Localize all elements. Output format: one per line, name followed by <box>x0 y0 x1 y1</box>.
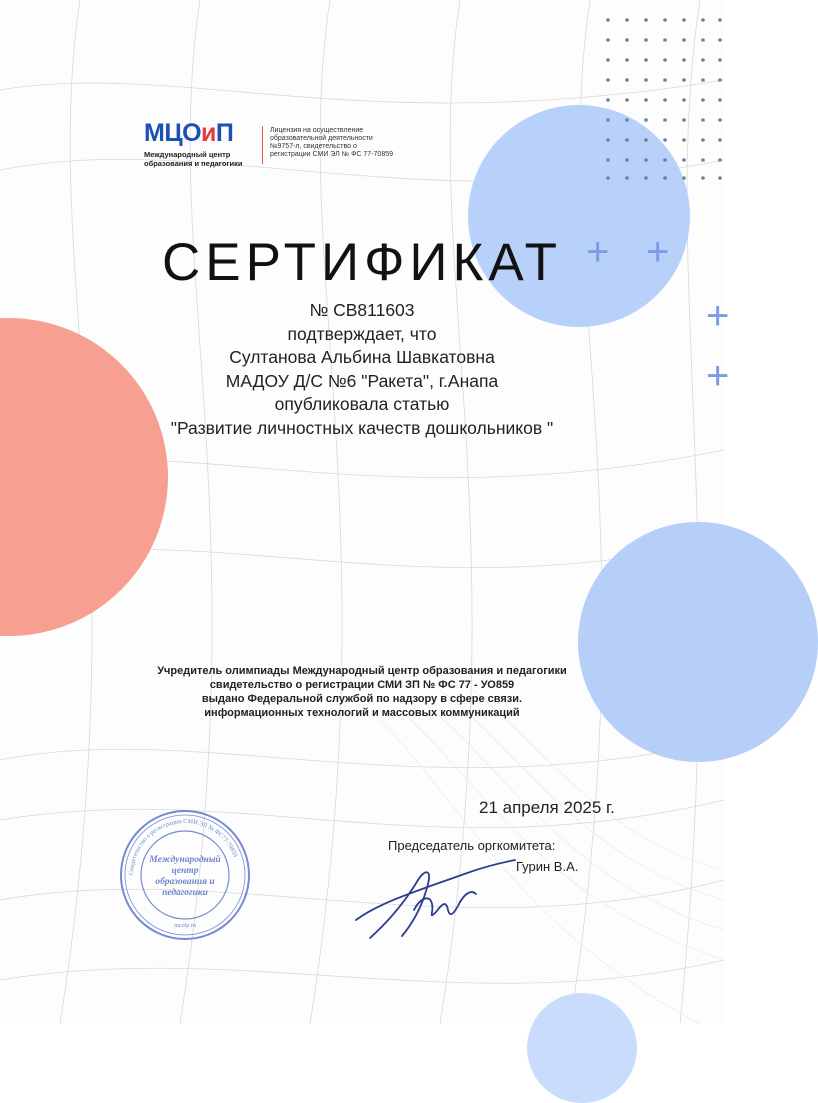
founder-line: свидетельство о регистрации СМИ ЗП № ФС 77 - УО859 <box>209 679 515 691</box>
stamp-center-line: педагогики <box>162 888 208 898</box>
chairman-name: Гурин В.А. <box>516 859 579 874</box>
founder-line: информационных технологий и массовых коммуникаций <box>204 707 520 719</box>
plus-icon: + <box>706 294 730 338</box>
certificate-body <box>0 299 724 440</box>
organization-logo <box>144 121 264 168</box>
chairman-title: Председатель оргкомитета: <box>388 838 556 853</box>
decorative-circle-blue-right <box>578 522 818 762</box>
founder-info <box>0 664 724 720</box>
decorative-circle-blue-bottom <box>527 993 637 1103</box>
stamp-center-line: образования и <box>155 877 215 887</box>
logo-divider <box>262 126 263 164</box>
plus-icon: + <box>586 230 610 274</box>
stamp-center-line: Международный <box>149 855 221 865</box>
license-text: Лицензия на осуществление образовательной деятельности №9757-л, свидетельство о регистрации СМИ ЭЛ № ФС 77-70859 <box>270 127 393 158</box>
logo-mark: МЦОиП <box>144 119 234 147</box>
confirms-text: подтверждает, что <box>287 323 437 344</box>
organization-stamp <box>118 808 252 942</box>
logo-subtitle: Международный центр образования и педагогики <box>144 150 243 168</box>
founder-line: выдано Федеральной службой по надзору в сфере связи. <box>201 693 523 705</box>
plus-icon: + <box>706 354 730 398</box>
recipient-organization: МАДОУ Д/С №6 "Ракета", г.Анапа <box>225 370 499 391</box>
stamp-center-line: центр <box>171 866 199 876</box>
action-text: опубликовала статью <box>274 394 450 414</box>
stamp-site: mcoip.ru <box>174 923 196 929</box>
handwritten-signature <box>350 850 520 950</box>
decorative-dot-grid <box>0 0 724 200</box>
founder-line: Учредитель олимпиады Международный центр образования и педагогики <box>157 665 567 677</box>
recipient-name: Султанова Альбина Шавкатовна <box>229 347 495 367</box>
plus-icon: + <box>646 230 670 274</box>
stamp-ring-text: Свидетельство о регистрации СМИ ЭЛ № ФС77-70859 <box>127 817 239 876</box>
certificate-number: № CB811603 <box>309 300 415 320</box>
certificate-title: СЕРТИФИКАТ <box>162 233 562 292</box>
article-title: "Развитие личностных качеств дошкольников " <box>170 417 554 438</box>
issue-date: 21 апреля 2025 г. <box>479 798 615 817</box>
